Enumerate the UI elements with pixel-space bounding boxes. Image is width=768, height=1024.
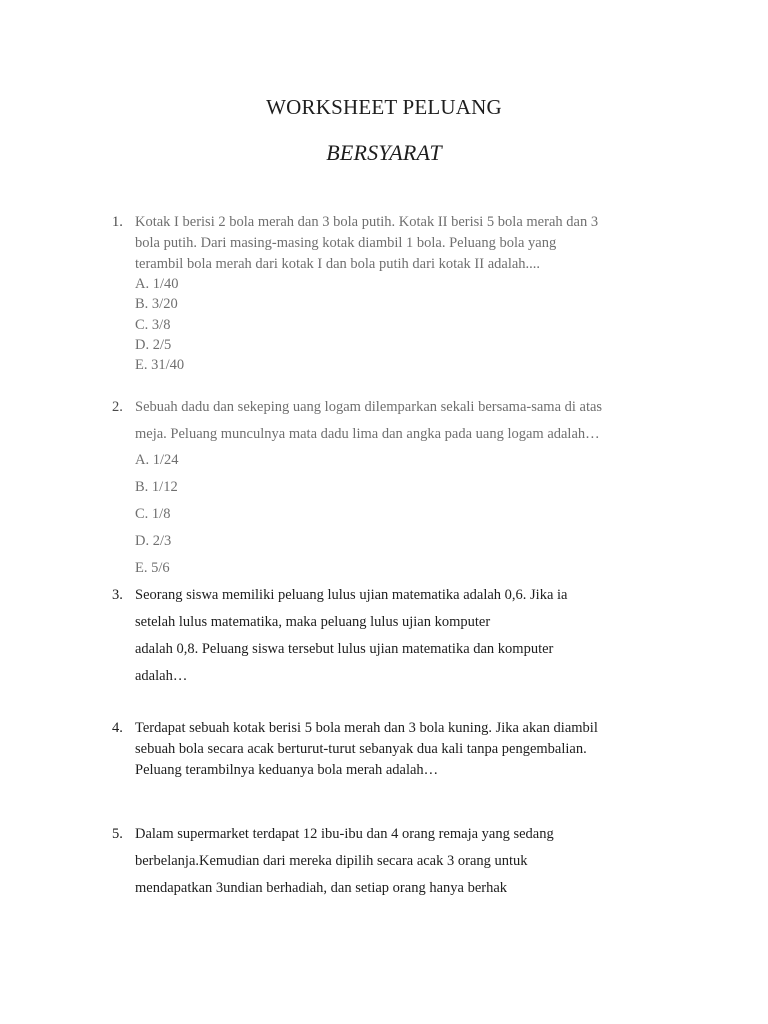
question-number: 4. [112,720,123,736]
question-text-line: Peluang terambilnya keduanya bola merah adalah… [135,762,439,778]
answer-option-d: D. 2/3 [135,533,172,549]
question-number: 5. [112,826,123,842]
question-text-line: mendapatkan 3undian berhadiah, dan setiap orang hanya berhak [135,880,508,896]
answer-option-e: E. 5/6 [135,560,170,576]
question-text-line: Kotak I berisi 2 bola merah dan 3 bola putih. Kotak II berisi 5 bola merah dan 3 [135,214,599,230]
question-number: 1. [112,214,123,230]
answer-option-c: C. 3/8 [135,317,171,333]
question-number: 3. [112,587,123,603]
answer-option-c: C. 1/8 [135,506,171,522]
question-text-line: setelah lulus matematika, maka peluang lulus ujian komputer [135,614,491,630]
question-text-line: Sebuah dadu dan sekeping uang logam dilemparkan sekali bersama-sama di atas [135,399,603,415]
answer-option-b: B. 3/20 [135,296,178,312]
question-text-line: Seorang siswa memiliki peluang lulus ujian matematika adalah 0,6. Jika ia [135,587,568,603]
answer-option-b: B. 1/12 [135,479,178,495]
question-text-line: adalah 0,8. Peluang siswa tersebut lulus ujian matematika dan komputer [135,641,554,657]
answer-option-a: A. 1/40 [135,276,179,292]
question-text-line: Terdapat sebuah kotak berisi 5 bola merah dan 3 bola kuning. Jika akan diambil [135,720,598,736]
question-text-line: terambil bola merah dari kotak I dan bola putih dari kotak II adalah.... [135,256,541,272]
question-text-line: berbelanja.Kemudian dari mereka dipilih secara acak 3 orang untuk [135,853,528,869]
worksheet-subtitle: BERSYARAT [326,140,442,165]
question-text-line: sebuah bola secara acak berturut-turut sebanyak dua kali tanpa pengembalian. [135,741,587,757]
question-text-line: adalah… [135,668,188,684]
question-text-line: Dalam supermarket terdapat 12 ibu-ibu dan 4 orang remaja yang sedang [135,826,554,842]
answer-option-a: A. 1/24 [135,452,179,468]
worksheet-title: WORKSHEET PELUANG [266,95,502,119]
question-text-line: meja. Peluang munculnya mata dadu lima dan angka pada uang logam adalah… [135,426,600,442]
answer-option-d: D. 2/5 [135,337,172,353]
question-number: 2. [112,399,123,415]
answer-option-e: E. 31/40 [135,357,185,373]
question-text-line: bola putih. Dari masing-masing kotak diambil 1 bola. Peluang bola yang [135,235,557,251]
